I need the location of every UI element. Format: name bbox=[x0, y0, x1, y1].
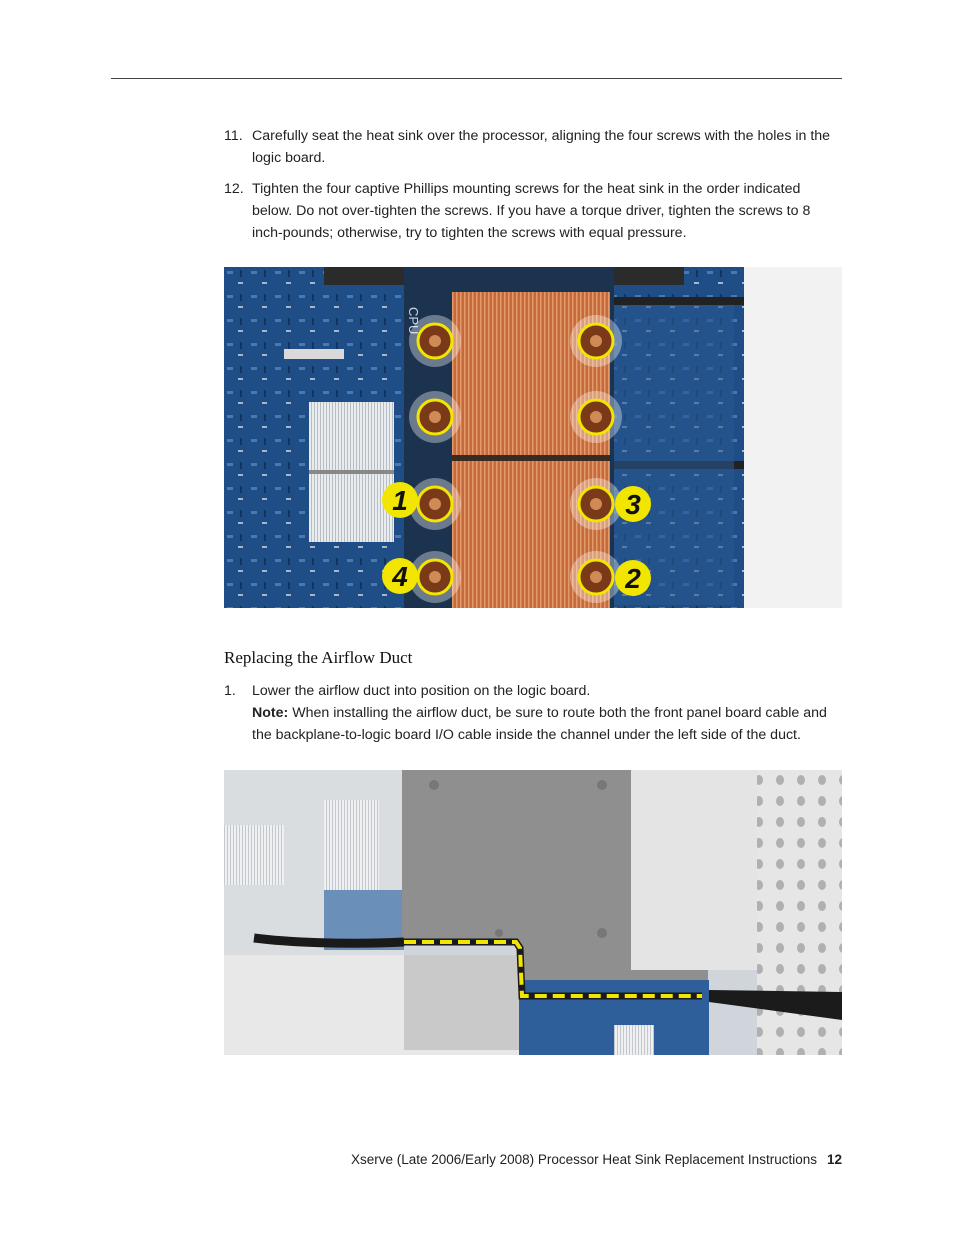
screw-3 bbox=[570, 478, 622, 530]
note-text: When installing the airflow duct, be sure to route both the front panel board cable and the backplane-to-logic board I/O cable inside the channel under the left side of the duct. bbox=[252, 705, 827, 743]
step-11 bbox=[224, 125, 844, 169]
airflow-duct-photo bbox=[224, 770, 842, 1055]
screw-top-right-2 bbox=[570, 391, 622, 443]
screw-top-left-2 bbox=[409, 391, 461, 443]
step-number: 12. bbox=[224, 181, 244, 197]
step-main-text: Lower the airflow duct into position on the logic board. bbox=[252, 683, 591, 699]
header-rule bbox=[111, 78, 842, 79]
document-title: Xserve (Late 2006/Early 2008) Processor Heat Sink Replacement Instructions bbox=[350, 1152, 817, 1167]
cpu-marking: CPU bbox=[406, 307, 421, 335]
step-12 bbox=[224, 178, 844, 244]
heat-sink-photo bbox=[224, 267, 842, 608]
step-text: Carefully seat the heat sink over the processor, aligning the four screws with the holes in the logic board. bbox=[252, 128, 831, 166]
order-badge-2 bbox=[615, 560, 651, 596]
screw-top-right-1 bbox=[570, 315, 622, 367]
order-badge-3 bbox=[615, 486, 651, 522]
page-footer bbox=[351, 1152, 842, 1167]
screw-2 bbox=[570, 551, 622, 603]
order-badge-4 bbox=[382, 558, 418, 594]
page-number: 12 bbox=[826, 1152, 842, 1167]
order-badge-1 bbox=[382, 482, 418, 518]
step-1 bbox=[224, 680, 844, 746]
step-number: 11. bbox=[224, 128, 243, 144]
note-label: Note: bbox=[252, 705, 289, 721]
screw-top-left-1 bbox=[409, 315, 461, 367]
svg-text:1: 1 bbox=[392, 485, 408, 516]
step-number: 1. bbox=[224, 683, 236, 699]
svg-text:2: 2 bbox=[625, 563, 641, 594]
svg-text:3: 3 bbox=[625, 489, 641, 520]
section-heading: Replacing the Airflow Duct bbox=[224, 648, 413, 667]
svg-text:4: 4 bbox=[392, 561, 408, 592]
step-text bbox=[252, 680, 844, 746]
step-text: Tighten the four captive Phillips mounting screws for the heat sink in the order indicated below. Do not over-tighten the screws. If you have a torque driver, tighten the screws to 8 inch-pounds; otherwise, try to tighten the screws with equal pressure. bbox=[252, 181, 811, 241]
